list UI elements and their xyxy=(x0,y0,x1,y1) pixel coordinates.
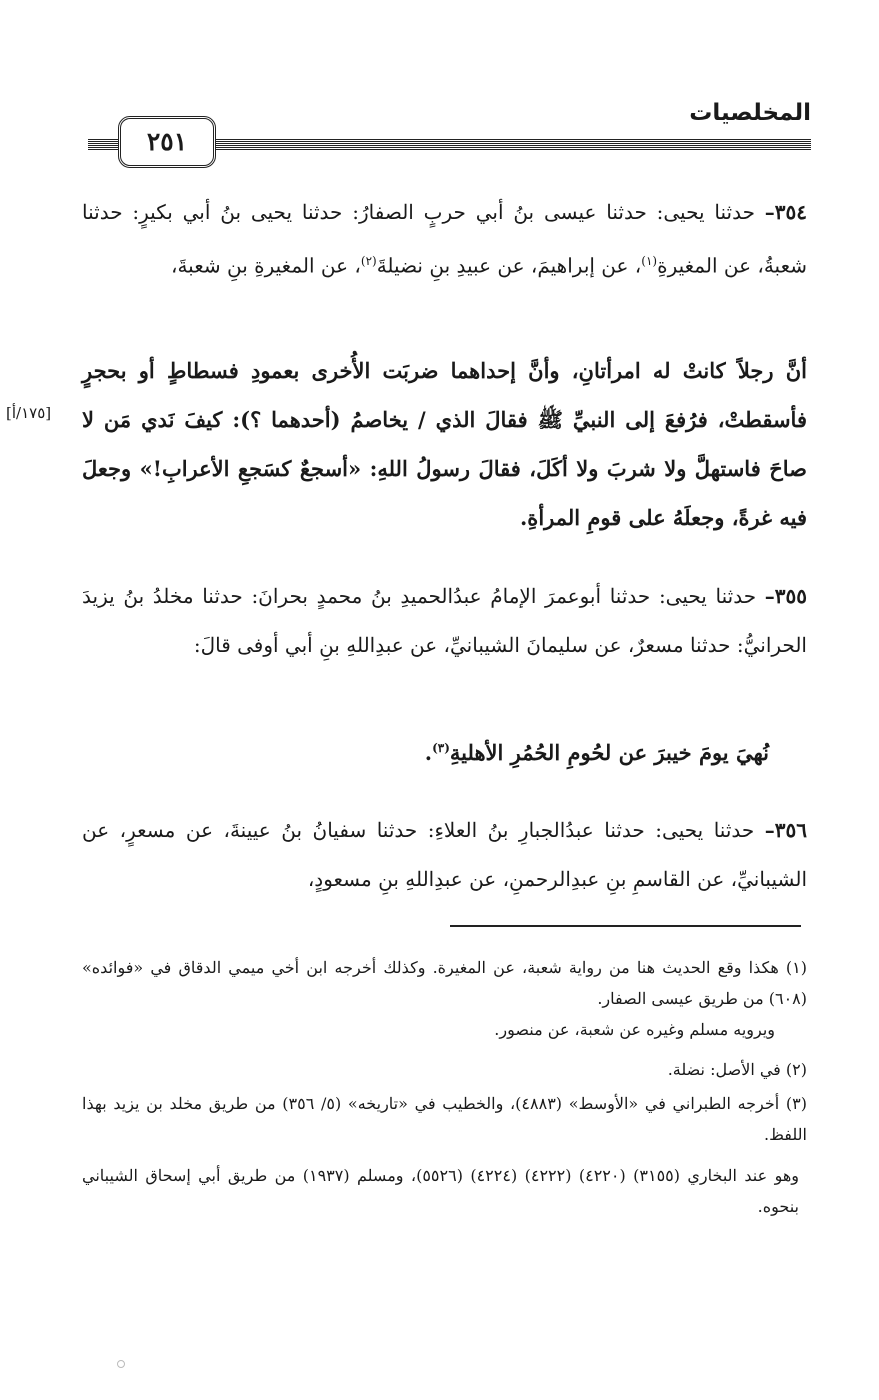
hadith-number: ٣٥٤– xyxy=(764,200,807,224)
matn-end: . xyxy=(424,740,433,765)
matn-text: نُهيَ يومَ خيبرَ عن لحُومِ الحُمُرِ الأهليةِ xyxy=(449,740,769,765)
hadith-354-matn: أنَّ رجلاً كانتْ له امرأتانِ، وأنَّ إحداهما ضربَت الأُخرى بعمودِ فسطاطٍ أو بحجرٍ فأسقطتْ، فرُفعَ إلى النبيِّ ﷺ فقالَ الذي / يخاصمُ (أحدهما ؟): كيفَ نَدي مَن لا صاحَ فاستهلَّ ولا شربَ ولا أكَلَ، فقالَ رسولُ اللهِ: «أسجعٌ كسَجعِ الأعرابِ!» وجعلَ فيه غرةً، وجعلَهُ على قومِ المرأةِ. xyxy=(82,358,807,530)
scan-mark xyxy=(117,1360,125,1368)
hadith-number: ٣٥٥– xyxy=(764,584,808,608)
hadith-number: ٣٥٦– xyxy=(764,818,807,842)
isnad-text: حدثنا يحيى: حدثنا عبدُالجبارِ بنُ العلاءِ: حدثنا سفيانُ بنُ عيينةَ، عن مسعرٍ، عن الشيبانيِّ، عن القاسمِ بنِ عبدِالرحمنِ، عن عبدِاللهِ بنِ مسعودٍ، xyxy=(82,818,807,891)
hadith-356-isnad xyxy=(82,806,807,904)
footnote-2: (٢) في الأصل: نضلة. xyxy=(667,1060,807,1079)
footnote-separator xyxy=(450,925,801,927)
manuscript-folio-ref: [١٧٥/أ] xyxy=(6,404,52,422)
isnad-text: ، عن المغيرةِ بنِ شعبةَ، xyxy=(171,253,361,278)
running-header-title: المخلصيات xyxy=(689,100,811,126)
footnote-ref[interactable]: (٢) xyxy=(360,254,377,268)
footnote-3: (٣) أخرجه الطبراني في «الأوسط» (٤٨٨٣)، والخطيب في «تاريخه» (٥/ ٣٥٦) من طريق مخلد بن يزيد بهذا اللفظ. xyxy=(82,1094,807,1144)
footnote-1-continued: ويرويه مسلم وغيره عن شعبة، عن منصور. xyxy=(494,1020,775,1039)
isnad-text: ، عن إبراهيمَ، عن عبيدِ بنِ نضيلةَ xyxy=(376,253,642,278)
footnote-ref[interactable]: (١) xyxy=(641,254,658,268)
page-number: ٢٥١ xyxy=(118,116,216,168)
footnote-ref[interactable]: (٣) xyxy=(432,741,450,755)
hadith-355-isnad xyxy=(82,572,807,670)
hadith-354-isnad xyxy=(82,188,807,291)
isnad-text: حدثنا يحيى: حدثنا أبوعمرَ الإمامُ عبدُالحميدِ بنُ محمدٍ بحرانَ: حدثنا مخلدُ بنُ يزيدَ الحرانيُّ: حدثنا مسعرٌ، عن سليمانَ الشيبانيِّ، عن عبدِاللهِ بنِ أبي أوفى قالَ: xyxy=(82,584,807,657)
hadith-355-matn xyxy=(82,724,769,777)
isnad-text: حدثنا يحيى: حدثنا عيسى بنُ أبي حربٍ الصفارُ: حدثنا يحيى بنُ أبي بكيرٍ: حدثنا شعبةُ، عن المغيرةِ xyxy=(82,200,807,278)
footnote-1: (١) هكذا وقع الحديث هنا من رواية شعبة، عن المغيرة. وكذلك أخرجه ابن أخي ميمي الدقاق في «فوائده» (٦٠٨) من طريق عيسى الصفار. xyxy=(82,958,808,1008)
footnote-3-continued: وهو عند البخاري (٣١٥٥) (٤٢٢٠) (٤٢٢٢) (٤٢٢٤) (٥٥٢٦)، ومسلم (١٩٣٧) من طريق أبي إسحاق الشيباني بنحوه. xyxy=(82,1166,799,1216)
